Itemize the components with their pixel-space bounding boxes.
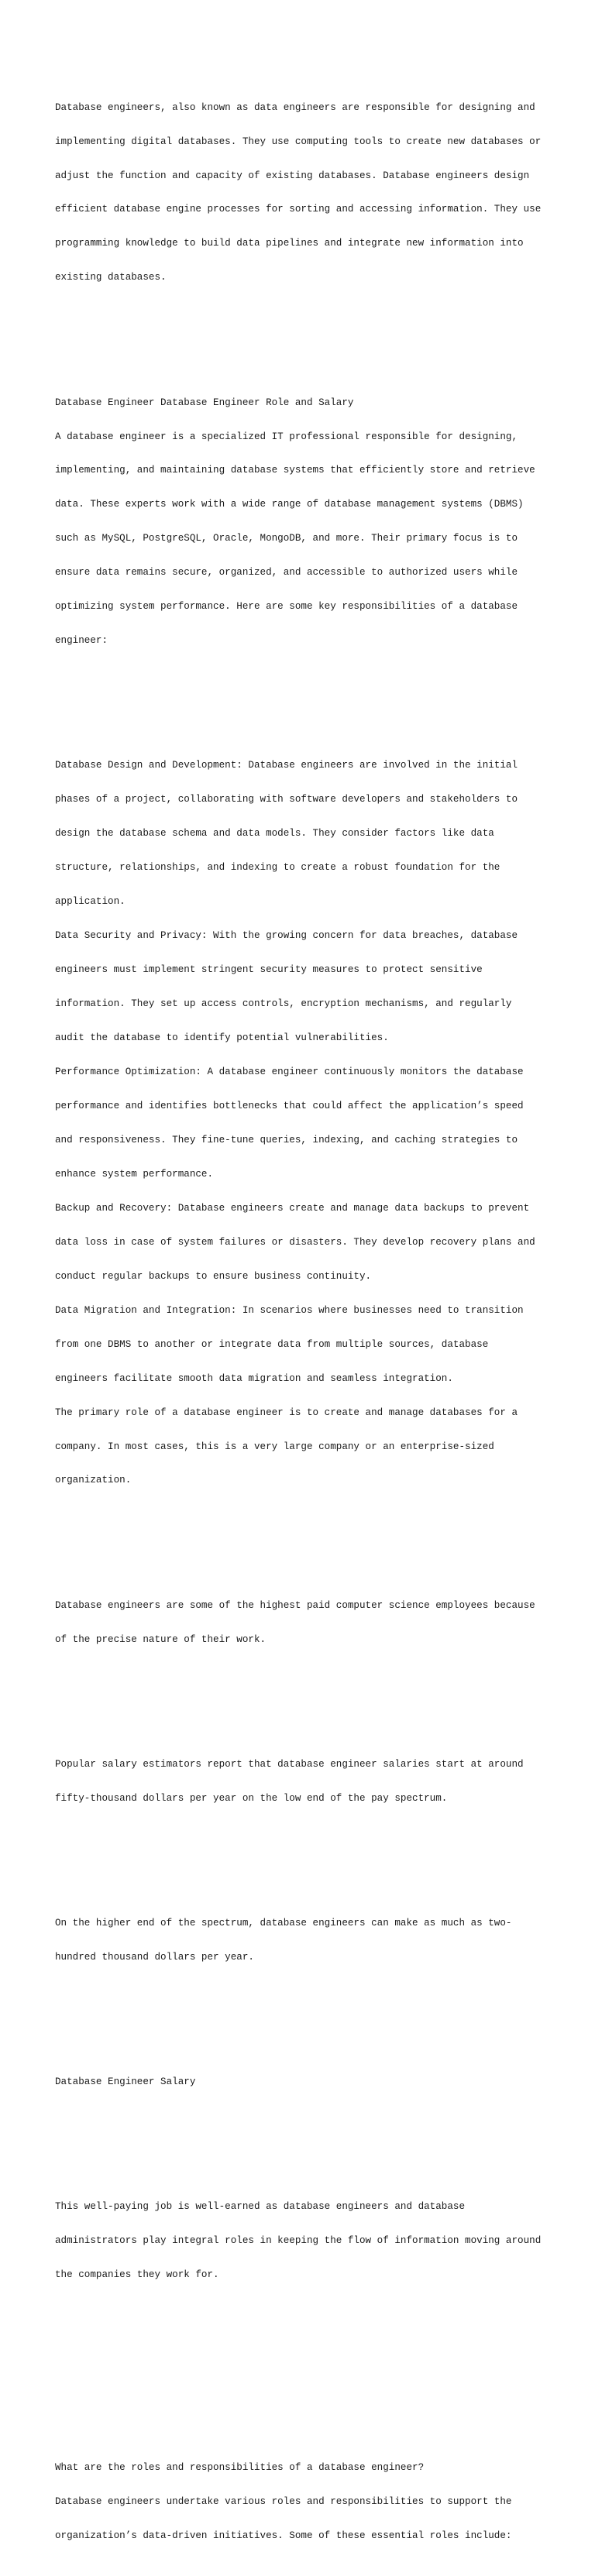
text-line: administrators play integral roles in keeping the flow of information moving around — [55, 2235, 542, 2247]
text-line: design the database schema and data models. They consider factors like data — [55, 828, 494, 840]
text-line: Performance Optimization: A database engineer continuously monitors the database — [55, 1066, 524, 1078]
text-line: structure, relationships, and indexing to create a robust foundation for the — [55, 862, 500, 874]
text-line: the companies they work for. — [55, 2269, 219, 2281]
paragraph-gap — [55, 2326, 551, 2337]
text-line: and responsiveness. They fine-tune queries, indexing, and caching strategies to — [55, 1134, 518, 1145]
text-line: adjust the function and capacity of existing databases. Database engineers design — [55, 170, 530, 181]
text-line: phases of a project, collaborating with software developers and stakeholders to — [55, 794, 518, 805]
responsibilities-list — [55, 737, 551, 1509]
text-line: data. These experts work with a wide range of database management systems (DBMS) — [55, 499, 524, 510]
text-line: engineer: — [55, 635, 108, 647]
well-paying-paragraph — [55, 2179, 551, 2303]
text-line: audit the database to identify potential vulnerabilities. — [55, 1032, 389, 1044]
text-line: organization. — [55, 1475, 132, 1486]
text-line: implementing, and maintaining database systems that efficiently store and retrieve — [55, 465, 535, 476]
text-line: conduct regular backups to ensure business continuity. — [55, 1270, 372, 1282]
text-line: efficient database engine processes for sorting and accessing information. They use — [55, 204, 542, 215]
text-line: This well-paying job is well-earned as database engineers and database — [55, 2201, 466, 2213]
paragraph-gap — [55, 329, 551, 341]
role-and-salary-section — [55, 374, 551, 669]
text-line: organization’s data-driven initiatives. Some of these essential roles include: — [55, 2530, 512, 2542]
salary-estimators-paragraph — [55, 1736, 551, 1826]
paragraph-gap — [55, 2394, 551, 2406]
text-line: Database engineers undertake various roles and responsibilities to support the — [55, 2496, 512, 2508]
paragraph-gap — [55, 1691, 551, 1702]
text-line: Data Security and Privacy: With the growing concern for data breaches, database — [55, 930, 518, 942]
text-line: Backup and Recovery: Database engineers create and manage data backups to prevent — [55, 1202, 530, 1214]
text-line: optimizing system performance. Here are some key responsibilities of a database — [55, 601, 518, 613]
text-line: such as MySQL, PostgreSQL, Oracle, MongoDB, and more. Their primary focus is to — [55, 533, 518, 544]
text-line: engineers must implement stringent security measures to protect sensitive — [55, 964, 483, 976]
text-line: Database engineers, also known as data engineers are responsible for designing and — [55, 101, 535, 113]
text-line: data loss in case of system failures or disasters. They develop recovery plans and — [55, 1236, 535, 1248]
paragraph-gap — [55, 1532, 551, 1544]
text-line: implementing digital databases. They use computing tools to create new databases or — [55, 136, 542, 147]
intro-paragraph — [55, 79, 551, 306]
text-line: fifty-thousand dollars per year on the low end of the pay spectrum. — [55, 1792, 448, 1804]
paragraph-gap — [55, 2008, 551, 2020]
section-heading: What are the roles and responsibilities of a database engineer? — [55, 2462, 425, 2474]
section-heading: Database Engineer Database Engineer Role and Salary — [55, 397, 354, 408]
paragraph-gap — [55, 2133, 551, 2145]
text-line: Database engineers are some of the highest paid computer science employees because — [55, 1599, 535, 1611]
text-line: of the precise nature of their work. — [55, 1633, 267, 1645]
text-line: engineers facilitate smooth data migration and seamless integration. — [55, 1372, 453, 1384]
text-line: Popular salary estimators report that database engineer salaries start at around — [55, 1758, 524, 1770]
text-line: A database engineer is a specialized IT professional responsible for designing, — [55, 431, 518, 442]
document-page — [55, 57, 551, 2576]
section-heading: Database Engineer Salary — [55, 2076, 196, 2088]
text-line: hundred thousand dollars per year. — [55, 1951, 254, 1963]
text-line: information. They set up access controls, encryption mechanisms, and regularly — [55, 998, 512, 1010]
text-line: performance and identifies bottlenecks that could affect the application’s speed — [55, 1100, 524, 1111]
text-line: from one DBMS to another or integrate data from multiple sources, database — [55, 1338, 489, 1350]
salary-heading-block — [55, 2054, 551, 2111]
paragraph-gap — [55, 692, 551, 704]
highest-paid-paragraph — [55, 1577, 551, 1668]
text-line: company. In most cases, this is a very large company or an enterprise-sized — [55, 1441, 494, 1452]
roles-question-section — [55, 2440, 551, 2564]
text-line: programming knowledge to build data pipelines and integrate new information into — [55, 238, 524, 249]
text-line: Database Design and Development: Database engineers are involved in the initial — [55, 760, 518, 771]
text-line: ensure data remains secure, organized, and accessible to authorized users while — [55, 567, 518, 579]
text-line: The primary role of a database engineer is to create and manage databases for a — [55, 1406, 518, 1418]
paragraph-gap — [55, 1850, 551, 1861]
text-line: On the higher end of the spectrum, database engineers can make as much as two- — [55, 1917, 512, 1929]
text-line: Data Migration and Integration: In scenarios where businesses need to transition — [55, 1304, 524, 1316]
higher-end-paragraph — [55, 1895, 551, 1986]
text-line: existing databases. — [55, 272, 167, 283]
text-line: enhance system performance. — [55, 1168, 214, 1180]
paragraph-gap — [55, 2360, 551, 2372]
text-line: application. — [55, 896, 126, 908]
